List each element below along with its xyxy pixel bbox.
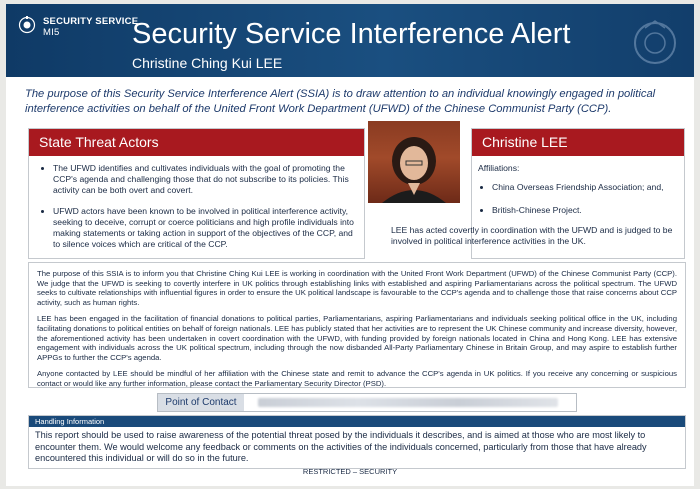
state-threat-list — [35, 163, 358, 260]
profile-body — [478, 163, 678, 228]
affiliations-label: Affiliations: — [478, 163, 520, 173]
emblem-icon — [626, 18, 684, 68]
alert-document — [6, 4, 694, 486]
agency-logo-text — [43, 16, 138, 38]
classification-footer: RESTRICTED – SECURITY — [302, 467, 398, 476]
list-item: • China Overseas Friendship Association; and, — [492, 182, 678, 193]
state-threat-heading: State Threat Actors — [29, 129, 364, 156]
subject-photo — [368, 121, 460, 203]
poc-redacted-value — [258, 398, 558, 407]
profile-summary: LEE has acted covertly in coordination with the UFWD and is judged to be involved in political interference activities in the UK. — [391, 225, 673, 246]
poc-label: Point of Contact — [158, 394, 244, 411]
details-panel — [28, 262, 686, 388]
state-threat-panel — [28, 128, 365, 259]
purpose-statement: The purpose of this Security Service Interference Alert (SSIA) is to draw attention to an individual knowingly engaged in political interference activities on behalf of the United Front Work Department (UFWD) of the Chinese Communist Party (CCP). — [25, 88, 656, 115]
handling-text: This report should be used to raise awareness of the potential threat posed by the individuals it describes, and is aimed at those who are most likely to encounter them. We would welcome any feedback or comments on the activities of the individuals concerned, particularly from those that have already encountered this individual or will do so in the future. — [35, 430, 647, 463]
header-banner — [6, 4, 694, 77]
handling-heading: Handling Information — [29, 416, 685, 427]
details-paragraph: The purpose of this SSIA is to inform you that Christine Ching Kui LEE is working in coordination with the United Front Work Department (UFWD) of the Chinese Communist Party (CCP). We judge that the UFWD is seeking to covertly interfere in UK politics through establishing links with established and aspiring Parliamentarians across the political spectrum. The UFWD seeks to cultivate relationships with influential figures in order to ensure the UK political landscape is favourable to the CCP's agenda and to challenge those that raise concerns about CCP activity, such as human rights. — [37, 269, 677, 307]
details-paragraph: LEE has been engaged in the facilitation of financial donations to political parties, Parliamentarians, aspiring Parliamentarians and individuals seeking political office in the UK, including facilitating donations to political entities on behalf of foreign nationals. LEE has publicly stated that her activities are to represent the UK Chinese community and increase diversity, however, the aforementioned activity has been undertaken in covert coordination with the UFWD, with funding provided by foreign nationals located in China and Hong Kong. LEE has extensive engagement with individuals across the UK political spectrum, including through the now disbanded All-Party Parliamentary Chinese in Britain Group, and may aspire to establish further APPGs to further the CCP's agenda. — [37, 314, 677, 362]
handling-panel — [28, 415, 686, 469]
list-item: • British-Chinese Project. — [492, 205, 678, 216]
subject-name: Christine Ching Kui LEE — [132, 55, 283, 71]
agency-name: SECURITY SERVICE — [43, 16, 139, 27]
affiliations-list — [478, 182, 678, 216]
point-of-contact — [157, 393, 577, 412]
profile-heading: Christine LEE — [472, 129, 684, 156]
details-text — [37, 269, 677, 396]
agency-sub: MI5 — [43, 27, 60, 38]
crest-icon — [18, 16, 36, 34]
list-item: • The UFWD identifies and cultivates individuals with the goal of promoting the CCP's agenda and challenging those that do not subscribe to its policies. This activity can be both overt and covert. — [53, 163, 358, 196]
list-item: • UFWD actors have been known to be involved in political interference activity, seeking to deceive, corrupt or coerce politicians and high profile individuals into making statements or taking action in support of the objectives of the CCP, and to silence voices which are critical of the CCP. — [53, 206, 358, 250]
details-paragraph: Anyone contacted by LEE should be mindful of her affiliation with the Chinese state and remit to advance the CCP's agenda in UK politics. If you receive any concerning or suspicious contact or would like any further information, please contact the Parliamentary Security Director (PSD). — [37, 369, 677, 388]
page-title: Security Service Interference Alert — [132, 18, 571, 50]
